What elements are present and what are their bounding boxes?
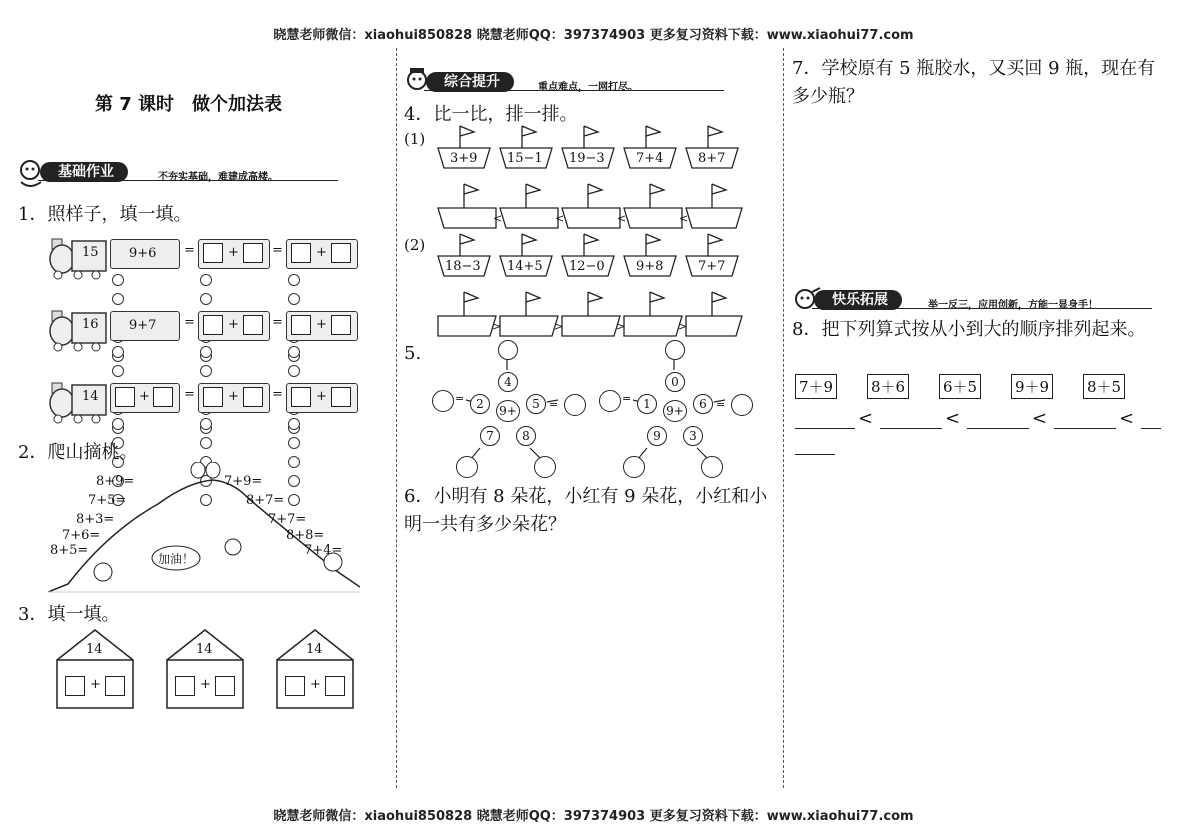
boat-expression: 9+8 bbox=[636, 259, 664, 274]
section-banner-basic bbox=[18, 158, 378, 186]
answer-box[interactable] bbox=[325, 676, 345, 696]
train-car bbox=[286, 311, 358, 341]
boat bbox=[498, 124, 554, 172]
section-label: 综合提升 bbox=[426, 72, 514, 92]
compare-sign: < bbox=[679, 212, 689, 225]
answer-circle[interactable] bbox=[432, 390, 454, 412]
answer-box[interactable] bbox=[291, 315, 311, 335]
boat bbox=[622, 232, 678, 280]
car-expression: 9+6 bbox=[129, 246, 157, 261]
q6-prompt: 6．小明有 8 朵花，小红有 9 朵花，小红和小明一共有多少朵花？ bbox=[404, 486, 768, 535]
answer-box[interactable] bbox=[291, 243, 311, 263]
answer-box[interactable] bbox=[105, 676, 125, 696]
answer-circle[interactable] bbox=[623, 456, 645, 478]
boat-expression: 12−0 bbox=[569, 259, 605, 274]
left-expression: 8+5= bbox=[50, 543, 89, 558]
boat-expression: 3+9 bbox=[450, 151, 478, 166]
engine-number: 14 bbox=[82, 389, 99, 404]
right-expression: 8+7= bbox=[246, 493, 285, 508]
q8-expressions bbox=[795, 374, 1165, 404]
plus-sign: + bbox=[139, 389, 150, 404]
compare-sign: > bbox=[554, 320, 564, 333]
q7-prompt: 7．学校原有 5 瓶胶水，又买回 9 瓶，现在有多少瓶？ bbox=[792, 58, 1156, 107]
compare-sign: > bbox=[492, 320, 502, 333]
q4-part1-label: (1) bbox=[404, 130, 426, 148]
answer-blank[interactable] bbox=[1054, 428, 1116, 429]
q1-trains bbox=[48, 235, 368, 435]
q4-part2-boats bbox=[436, 232, 756, 342]
answer-box[interactable] bbox=[331, 387, 351, 407]
right-expression: 7+7= bbox=[268, 512, 307, 527]
plus-sign: + bbox=[200, 677, 211, 692]
boat-expression: 7+4 bbox=[636, 151, 664, 166]
boat bbox=[436, 124, 492, 172]
equals-sign: = bbox=[184, 315, 195, 330]
star-center: 9+ bbox=[496, 400, 520, 422]
train-engine bbox=[48, 379, 106, 419]
engine-number: 16 bbox=[82, 317, 99, 332]
section-banner-fun bbox=[792, 286, 1162, 314]
expression-box: 7＋9 bbox=[795, 374, 837, 399]
section-label: 基础作业 bbox=[40, 162, 128, 182]
star-center: 9+ bbox=[663, 400, 687, 422]
car-expression: 9+7 bbox=[129, 318, 157, 333]
train-car bbox=[110, 383, 180, 413]
star-number: 1 bbox=[637, 394, 657, 414]
compare-sign: < bbox=[555, 212, 565, 225]
star-number: 2 bbox=[470, 394, 490, 414]
answer-circle[interactable] bbox=[534, 456, 556, 478]
plus-sign: + bbox=[316, 317, 327, 332]
cheer-bubble: 加油！ bbox=[158, 552, 195, 566]
plus-sign: + bbox=[228, 389, 239, 404]
less-than-sign: < bbox=[945, 408, 961, 429]
q2-mountain bbox=[48, 462, 360, 594]
engine-number: 15 bbox=[82, 245, 99, 260]
less-than-sign: < bbox=[1032, 408, 1048, 429]
q1-prompt: 1．照样子，填一填。 bbox=[18, 204, 192, 225]
compare-sign: < bbox=[493, 212, 503, 225]
q8-prompt: 8．把下列算式按从小到大的顺序排列起来。 bbox=[792, 319, 1146, 340]
answer-box[interactable] bbox=[331, 315, 351, 335]
answer-circle[interactable] bbox=[599, 390, 621, 412]
right-expression: 8+8= bbox=[286, 528, 325, 543]
answer-circle[interactable] bbox=[456, 456, 478, 478]
answer-box[interactable] bbox=[203, 387, 223, 407]
star-number: 7 bbox=[480, 426, 500, 446]
star-number: 3 bbox=[683, 426, 703, 446]
house-number: 14 bbox=[306, 642, 323, 657]
section-tagline: 不夯实基础，难建成高楼。 bbox=[158, 172, 278, 183]
section-banner-comprehensive bbox=[404, 68, 774, 96]
q4-prompt: 4．比一比，排一排。 bbox=[404, 104, 578, 125]
plus-sign: + bbox=[90, 677, 101, 692]
column-divider bbox=[783, 48, 784, 788]
boat bbox=[560, 124, 616, 172]
boat-expression: 15−1 bbox=[507, 151, 543, 166]
train-car bbox=[286, 239, 358, 269]
train-car bbox=[110, 311, 180, 341]
train-engine bbox=[48, 307, 106, 347]
plus-sign: + bbox=[316, 389, 327, 404]
column-divider bbox=[396, 48, 397, 788]
right-expression: 7+9= bbox=[224, 474, 263, 489]
answer-box[interactable] bbox=[203, 243, 223, 263]
plus-sign: + bbox=[228, 317, 239, 332]
star-number: 6 bbox=[693, 394, 713, 414]
plus-sign: + bbox=[228, 245, 239, 260]
boat bbox=[684, 124, 740, 172]
equals-sign: = bbox=[272, 243, 283, 258]
train-car bbox=[198, 383, 270, 413]
answer-circle[interactable] bbox=[731, 394, 753, 416]
answer-circle[interactable] bbox=[564, 394, 586, 416]
house bbox=[275, 628, 355, 710]
q5-star-1 bbox=[430, 338, 590, 478]
answer-box[interactable] bbox=[331, 243, 351, 263]
answer-blank[interactable] bbox=[967, 428, 1029, 429]
boat-expression: 19−3 bbox=[569, 151, 605, 166]
boat bbox=[560, 232, 616, 280]
train-car bbox=[110, 239, 180, 269]
answer-boat-row bbox=[436, 290, 746, 338]
equals-sign: = bbox=[272, 387, 283, 402]
star-number: 5 bbox=[526, 394, 546, 414]
equals-sign: = bbox=[184, 387, 195, 402]
answer-box[interactable] bbox=[291, 387, 311, 407]
page-footer: 晓慧老师微信：xiaohui850828 晓慧老师QQ：397374903 更多复习资料下载：www.xiaohui77.com bbox=[273, 809, 914, 824]
q3-houses bbox=[55, 628, 365, 710]
less-than-sign: < bbox=[858, 408, 874, 429]
star-number: 8 bbox=[516, 426, 536, 446]
equals-sign: = bbox=[455, 392, 465, 405]
compare-sign: < bbox=[617, 212, 627, 225]
plus-sign: + bbox=[310, 677, 321, 692]
left-expression: 8+3= bbox=[76, 512, 115, 527]
answer-box[interactable] bbox=[285, 676, 305, 696]
star-number: 4 bbox=[498, 372, 518, 392]
answer-circle[interactable] bbox=[701, 456, 723, 478]
left-expression: 7+6= bbox=[62, 528, 101, 543]
q4-part2-label: (2) bbox=[404, 236, 426, 254]
q3-prompt: 3．填一填。 bbox=[18, 604, 120, 625]
equals-sign: = bbox=[184, 243, 195, 258]
answer-box[interactable] bbox=[243, 387, 263, 407]
boat-expression: 18−3 bbox=[445, 259, 481, 274]
boat-expression: 8+7 bbox=[698, 151, 726, 166]
boat bbox=[684, 232, 740, 280]
answer-box[interactable] bbox=[115, 387, 135, 407]
section-tagline: 重点难点，一网打尽。 bbox=[538, 82, 638, 93]
answer-boat-row bbox=[436, 182, 746, 230]
expression-box: 8＋5 bbox=[1083, 374, 1125, 399]
answer-box[interactable] bbox=[65, 676, 85, 696]
answer-box[interactable] bbox=[175, 676, 195, 696]
compare-sign: > bbox=[678, 320, 688, 333]
train-car bbox=[286, 383, 358, 413]
answer-box[interactable] bbox=[243, 315, 263, 335]
boat-expression: 7+7 bbox=[698, 259, 726, 274]
answer-box[interactable] bbox=[243, 243, 263, 263]
boat bbox=[622, 124, 678, 172]
train-engine bbox=[48, 235, 106, 275]
page-header: 晓慧老师微信：xiaohui850828 晓慧老师QQ：397374903 更多复习资料下载：www.xiaohui77.com bbox=[273, 28, 914, 43]
expression-box: 6＋5 bbox=[939, 374, 981, 399]
star-number: 0 bbox=[665, 372, 685, 392]
section-label: 快乐拓展 bbox=[814, 290, 902, 310]
answer-box[interactable] bbox=[203, 315, 223, 335]
answer-blank[interactable] bbox=[795, 428, 855, 429]
equals-sign: = bbox=[272, 315, 283, 330]
house bbox=[165, 628, 245, 710]
compare-sign: > bbox=[616, 320, 626, 333]
answer-circle[interactable] bbox=[665, 340, 685, 360]
answer-blank[interactable] bbox=[1141, 428, 1161, 429]
q2-prompt: 2．爬山摘桃。 bbox=[18, 442, 138, 463]
q4-part1-boats bbox=[436, 124, 756, 234]
boat bbox=[498, 232, 554, 280]
train-car bbox=[198, 311, 270, 341]
answer-blank[interactable] bbox=[880, 428, 942, 429]
lesson-title: 第 7 课时 做个加法表 bbox=[95, 94, 283, 115]
plus-sign: + bbox=[316, 245, 327, 260]
left-expression: 7+5= bbox=[88, 493, 127, 508]
answer-blank[interactable] bbox=[795, 454, 835, 455]
expression-box: 9＋9 bbox=[1011, 374, 1053, 399]
equals-sign: = bbox=[622, 392, 632, 405]
house bbox=[55, 628, 135, 710]
answer-box[interactable] bbox=[153, 387, 173, 407]
q5-star-2 bbox=[597, 338, 757, 478]
left-expression: 8+9= bbox=[96, 474, 135, 489]
answer-circle[interactable] bbox=[498, 340, 518, 360]
train-car bbox=[198, 239, 270, 269]
house-number: 14 bbox=[196, 642, 213, 657]
q8-answer-blanks bbox=[795, 408, 1167, 458]
answer-box[interactable] bbox=[215, 676, 235, 696]
q5-prompt: 5. bbox=[404, 343, 422, 364]
equals-sign: = bbox=[549, 398, 559, 411]
boat bbox=[436, 232, 492, 280]
boat-expression: 14+5 bbox=[507, 259, 543, 274]
less-than-sign: < bbox=[1119, 408, 1135, 429]
star-number: 9 bbox=[647, 426, 667, 446]
section-tagline: 举一反三，应用创新，方能一显身手！ bbox=[928, 300, 1098, 311]
expression-box: 8＋6 bbox=[867, 374, 909, 399]
equals-sign: = bbox=[716, 398, 726, 411]
house-number: 14 bbox=[86, 642, 103, 657]
right-expression: 7+4= bbox=[304, 543, 343, 558]
